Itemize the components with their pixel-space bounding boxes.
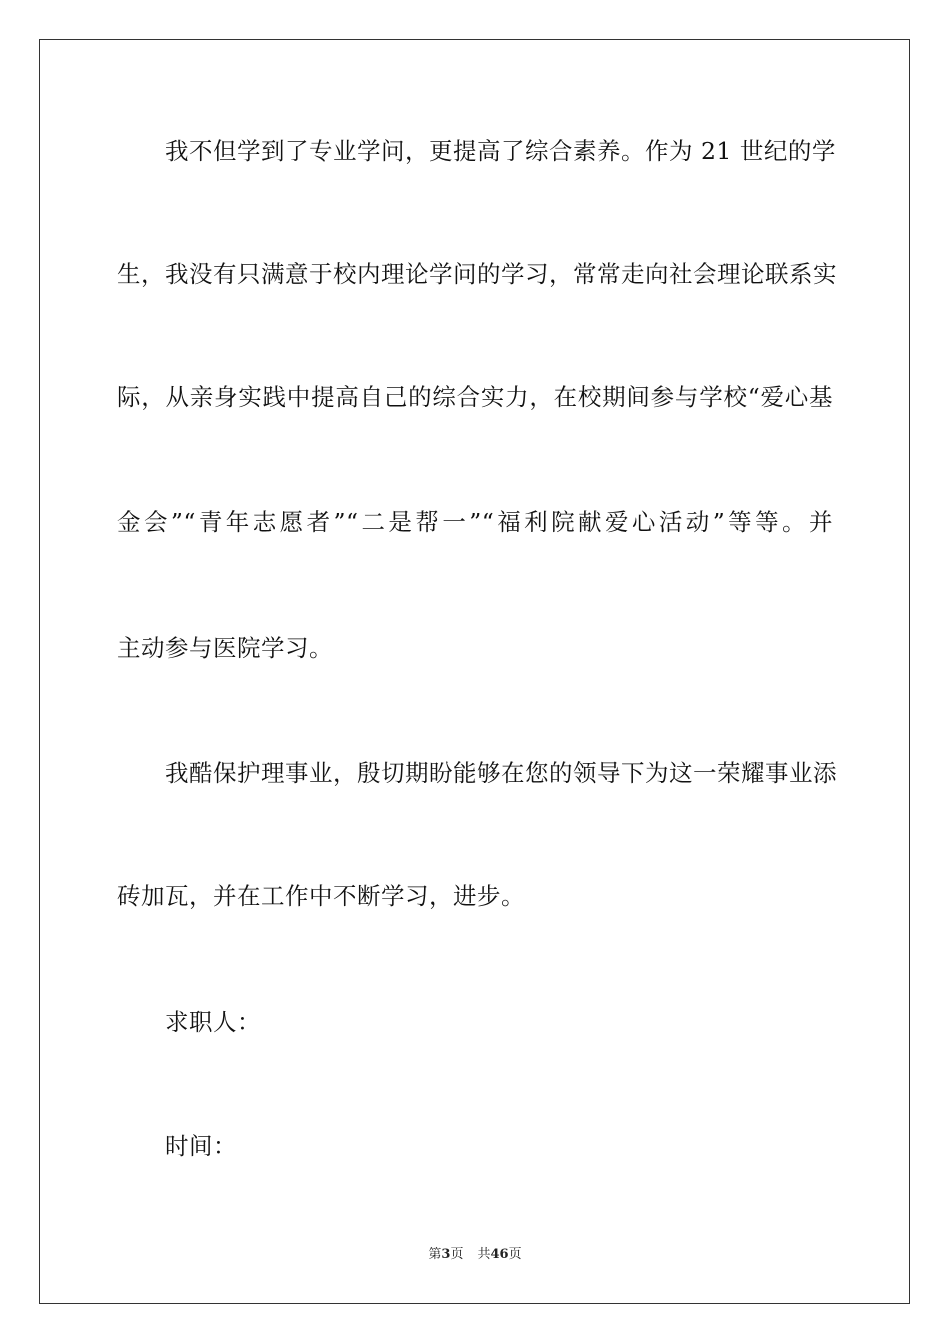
footer-page-suffix: 页 <box>450 1247 464 1262</box>
footer-total-prefix: 共 <box>477 1247 491 1262</box>
paragraph-2-line-1: 我酷保护理事业，殷切期盼能够在您的领导下为这一荣耀事业添 <box>165 759 837 787</box>
paragraph-1-line-1: 我不但学到了专业学问，更提高了综合素养。作为 21 世纪的学 <box>165 137 836 165</box>
paragraph-1-line-2: 生，我没有只满意于校内理论学问的学习，常常走向社会理论联系实 <box>117 260 837 288</box>
applicant-label: 求职人： <box>165 1008 261 1036</box>
date-label: 时间： <box>165 1132 237 1160</box>
footer-page-total: 46 <box>490 1247 509 1262</box>
paragraph-1-line-3: 际，从亲身实践中提高自己的综合实力，在校期间参与学校“爱心基 <box>117 383 833 411</box>
paragraph-2-line-2: 砖加瓦，并在工作中不断学习，进步。 <box>117 882 525 910</box>
footer-page-prefix: 第 <box>428 1247 442 1262</box>
footer-page-current: 3 <box>441 1247 451 1262</box>
page-border <box>39 39 910 1304</box>
footer-total-suffix: 页 <box>508 1247 522 1262</box>
page-footer <box>0 1246 950 1264</box>
paragraph-1-line-5: 主动参与医院学习。 <box>117 634 333 662</box>
paragraph-1-line-4: 金会”“青年志愿者”“二是帮一”“福利院献爱心活动”等等。并 <box>117 508 833 536</box>
